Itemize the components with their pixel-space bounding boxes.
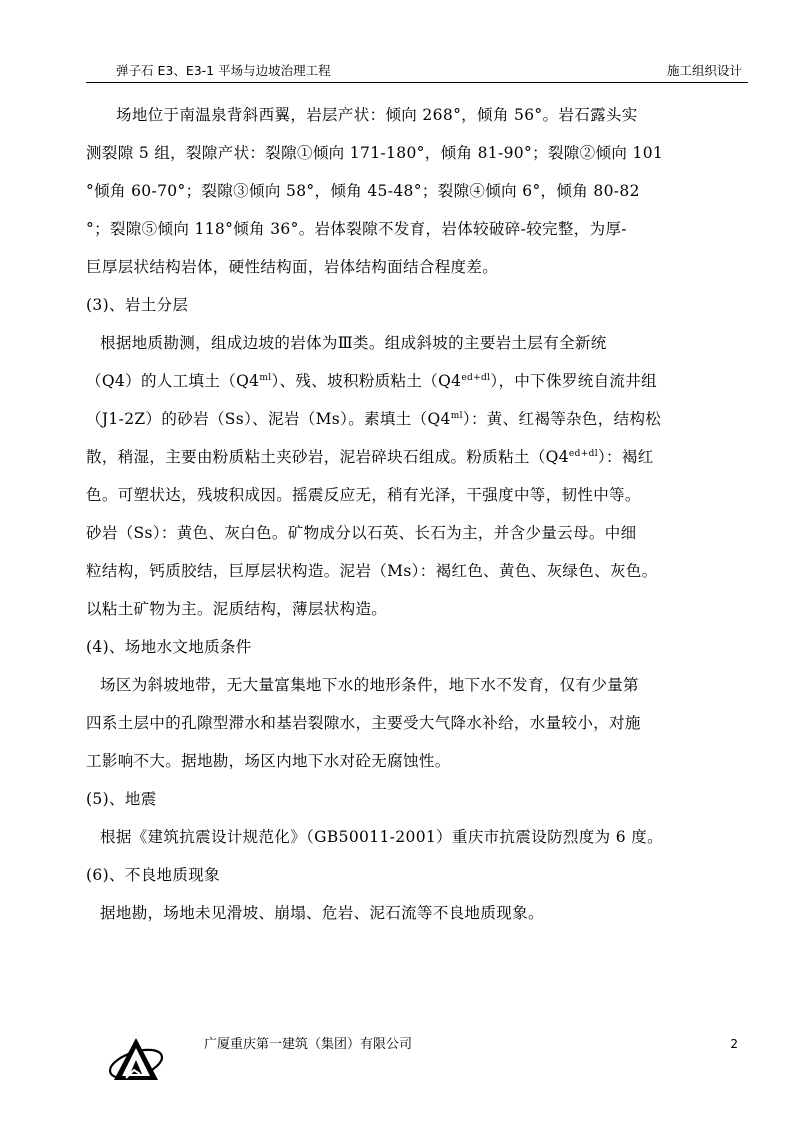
para2-line7: 粒结构，钙质胶结，巨厚层状构造。泥岩（Ms）：褐红色、黄色、灰绿色、灰色。 <box>86 562 658 580</box>
section-heading-4: (4)、场地水文地质条件 <box>86 638 252 656</box>
para2-line4: 散，稍湿，主要由粉质粘土夹砂岩，泥岩碎块石组成。粉质粘土$(Q4^{ed+dl})$：褐红 <box>86 448 654 466</box>
document-body <box>86 96 748 932</box>
para1-line4: °；裂隙⑤倾向 118°倾角 36°。岩体裂隙不发育，岩体较破碎-较完整，为厚- <box>86 220 627 238</box>
footer-company-name: 广厦重庆第一建筑（集团）有限公司 <box>204 1037 413 1052</box>
para5-line1: 据地勘，场地未见滑坡、崩塌、危岩、泥石流等不良地质现象。 <box>100 904 544 922</box>
para2-line2: （Q4）的人工填土$(Q4^{ml})$、残、坡积粉质粘土$(Q4^{ed+dl})$，中下侏罗统自流井组 <box>86 372 657 390</box>
section-heading-6: (6)、不良地质现象 <box>86 866 220 884</box>
para2-line8: 以粘土矿物为主。泥质结构，薄层状构造。 <box>86 600 388 618</box>
para4-line1: 根据《建筑抗震设计规范化》（GB50011-2001）重庆市抗震设防烈度为 6 度。 <box>100 828 663 846</box>
page-header <box>86 56 748 83</box>
para3-line3: 工影响不大。据地勘，场区内地下水对砼无腐蚀性。 <box>86 752 451 770</box>
para2-line5: 色。可塑状达，残坡积成因。摇震反应无，稍有光泽，干强度中等，韧性中等。 <box>86 486 641 504</box>
header-doc-type: 施工组织设计 <box>666 63 742 78</box>
company-logo-icon <box>106 1034 166 1086</box>
para1-line3: °倾角 60-70°；裂隙③倾向 58°，倾角 45-48°；裂隙④倾向 6°，倾角 80-82 <box>86 182 640 200</box>
section-heading-3: (3)、岩土分层 <box>86 296 189 314</box>
section-heading-5: (5)、地震 <box>86 790 157 808</box>
para3-line2: 四系土层中的孔隙型滞水和基岩裂隙水，主要受大气降水补给，水量较小，对施 <box>86 714 641 732</box>
para2-line6: 砂岩（Ss）：黄色、灰白色。矿物成分以石英、长石为主，并含少量云母。中细 <box>86 524 637 542</box>
para1-line1: 场地位于南温泉背斜西翼，岩层产状：倾向 268°，倾角 56°。岩石露头实 <box>116 106 638 124</box>
header-project-title: 弹子石 E3、E3-1 平场与边坡治理工程 <box>116 63 331 78</box>
para1-line5: 巨厚层状结构岩体，硬性结构面，岩体结构面结合程度差。 <box>86 258 499 276</box>
para2-line3: （J1-2Z）的砂岩（Ss）、泥岩（Ms）。素填土$(Q4^{ml})$：黄、红褐等杂色，结构松 <box>86 410 662 428</box>
para2-line1: 根据地质勘测，组成边坡的岩体为Ⅲ类。组成斜坡的主要岩土层有全新统 <box>100 334 607 352</box>
para3-line1: 场区为斜坡地带，无大量富集地下水的地形条件，地下水不发育，仅有少量第 <box>100 676 639 694</box>
page-footer <box>86 1030 748 1100</box>
page-number: 2 <box>730 1037 738 1051</box>
para1-line2: 测裂隙 5 组，裂隙产状：裂隙①倾向 171-180°，倾角 81-90°；裂隙②倾向 101 <box>86 144 664 162</box>
